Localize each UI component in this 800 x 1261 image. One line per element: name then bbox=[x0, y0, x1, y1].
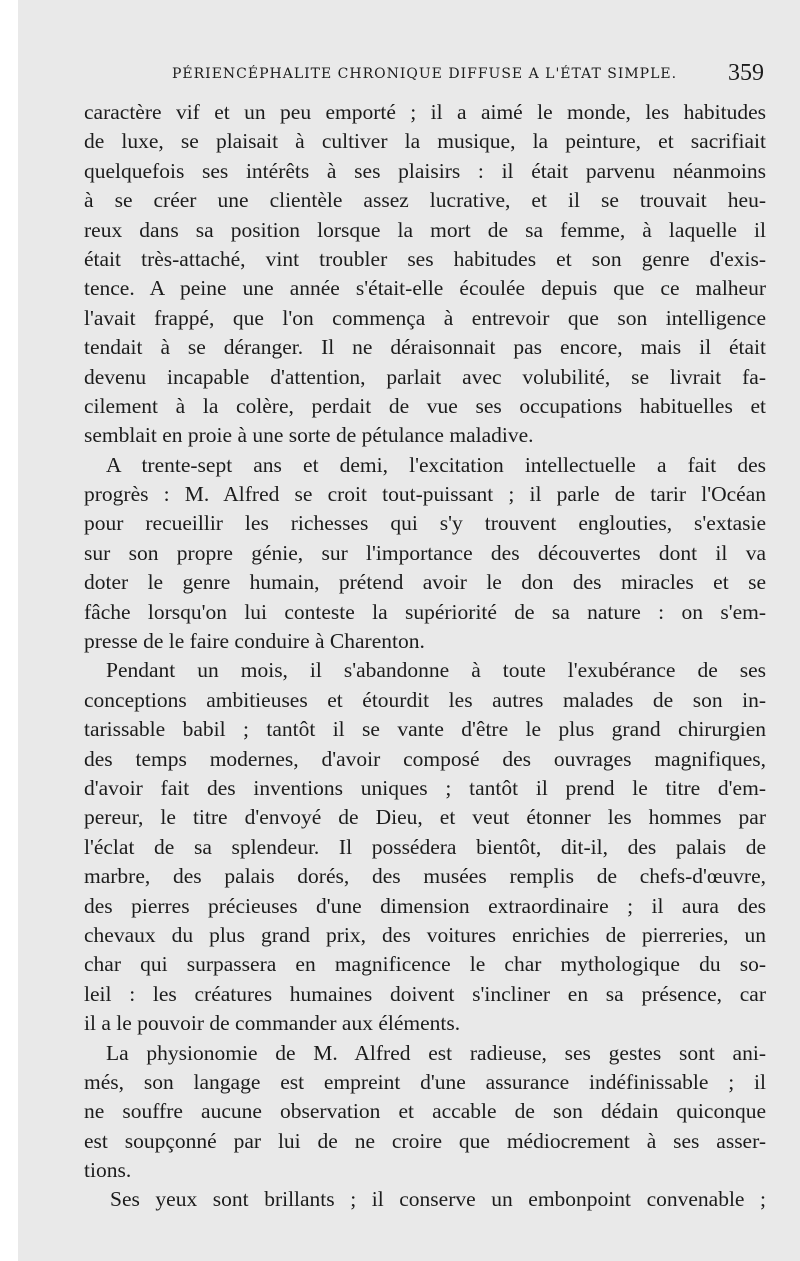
page-header bbox=[84, 62, 764, 88]
text-line: tendait à se déranger. Il ne déraisonnait pas encore, mais il était bbox=[84, 335, 766, 360]
paragraph-last-line: tions. bbox=[84, 1158, 132, 1183]
text-line: était très-attaché, vint troubler ses habitudes et son genre d'exis- bbox=[84, 246, 766, 271]
text-line: cilement à la colère, perdait de vue ses occupations habituelles et bbox=[84, 393, 766, 418]
paragraph-first-line: A trente-sept ans et demi, l'excitation intellectuelle a fait des bbox=[106, 452, 766, 477]
text-line: caractère vif et un peu emporté ; il a aimé le monde, les habitudes bbox=[84, 100, 766, 124]
text-line: de luxe, se plaisait à cultiver la musique, la peinture, et sacrifiait bbox=[84, 129, 766, 154]
text-line: conceptions ambitieuses et étourdit les autres malades de son in- bbox=[84, 687, 766, 712]
text-line: leil : les créatures humaines doivent s'incliner en sa présence, car bbox=[84, 981, 766, 1006]
paragraph-last-line: il a le pouvoir de commander aux éléments. bbox=[84, 1011, 461, 1036]
paragraph-last-line: presse de le faire conduire à Charenton. bbox=[84, 629, 425, 654]
text-line: doter le genre humain, prétend avoir le don des miracles et se bbox=[84, 570, 766, 595]
text-line: des pierres précieuses d'une dimension extraordinaire ; il aura des bbox=[84, 893, 766, 918]
text-line: quelquefois ses intérêts à ses plaisirs : il était parvenu néanmoins bbox=[84, 158, 766, 183]
paragraph-last-line: semblait en proie à une sorte de pétulance maladive. bbox=[84, 423, 534, 448]
text-line: marbre, des palais dorés, des musées remplis de chefs-d'œuvre, bbox=[84, 864, 766, 889]
text-line: ne souffre aucune observation et accable de son dédain quiconque bbox=[84, 1099, 766, 1124]
text-line: l'éclat de sa splendeur. Il possédera bientôt, dit-il, des palais de bbox=[84, 834, 766, 859]
running-head: PÉRIENCÉPHALITE CHRONIQUE DIFFUSE A L'ÉTAT SIMPLE. bbox=[172, 66, 678, 82]
text-line: pereur, le titre d'envoyé de Dieu, et veut étonner les hommes par bbox=[84, 805, 766, 830]
text-line: reux dans sa position lorsque la mort de sa femme, à laquelle il bbox=[84, 217, 766, 242]
text-line: à se créer une clientèle assez lucrative, et il se trouvait heu- bbox=[84, 188, 766, 213]
page-number: 359 bbox=[728, 60, 764, 86]
text-line: chevaux du plus grand prix, des voitures enrichies de pierreries, un bbox=[84, 922, 766, 947]
text-line: tarissable babil ; tantôt il se vante d'être le plus grand chirurgien bbox=[84, 717, 766, 742]
text-line: l'avait frappé, que l'on commença à entrevoir que son intelligence bbox=[84, 305, 766, 330]
text-line: progrès : M. Alfred se croit tout-puissant ; il parle de tarir l'Océan bbox=[84, 482, 766, 507]
paragraph-first-line: La physionomie de M. Alfred est radieuse, ses gestes sont ani- bbox=[106, 1040, 766, 1065]
text-line: pour recueillir les richesses qui s'y trouvent englouties, s'extasie bbox=[84, 511, 766, 536]
paragraph-first-line: Pendant un mois, il s'abandonne à toute l'exubérance de ses bbox=[106, 658, 766, 683]
text-line: tence. A peine une année s'était-elle écoulée depuis que ce malheur bbox=[84, 276, 766, 301]
text-line: des temps modernes, d'avoir composé des ouvrages magnifiques, bbox=[84, 746, 766, 771]
text-line: més, son langage est empreint d'une assurance indéfinissable ; il bbox=[84, 1069, 766, 1094]
text-line: fâche lorsqu'on lui conteste la supériorité de sa nature : on s'em- bbox=[84, 599, 766, 624]
body-text bbox=[84, 98, 766, 1215]
text-line: d'avoir fait des inventions uniques ; tantôt il prend le titre d'em- bbox=[84, 775, 766, 800]
text-line: devenu incapable d'attention, parlait avec volubilité, se livrait fa- bbox=[84, 364, 766, 389]
paragraph-first-line: Ses yeux sont brillants ; il conserve un embonpoint convenable ; bbox=[110, 1187, 766, 1212]
scan-margin bbox=[0, 0, 18, 1261]
text-line: char qui surpassera en magnificence le char mythologique du so- bbox=[84, 952, 766, 977]
text-line: sur son propre génie, sur l'importance des découvertes dont il va bbox=[84, 540, 766, 565]
text-line: est soupçonné par lui de ne croire que médiocrement à ses asser- bbox=[84, 1128, 766, 1153]
